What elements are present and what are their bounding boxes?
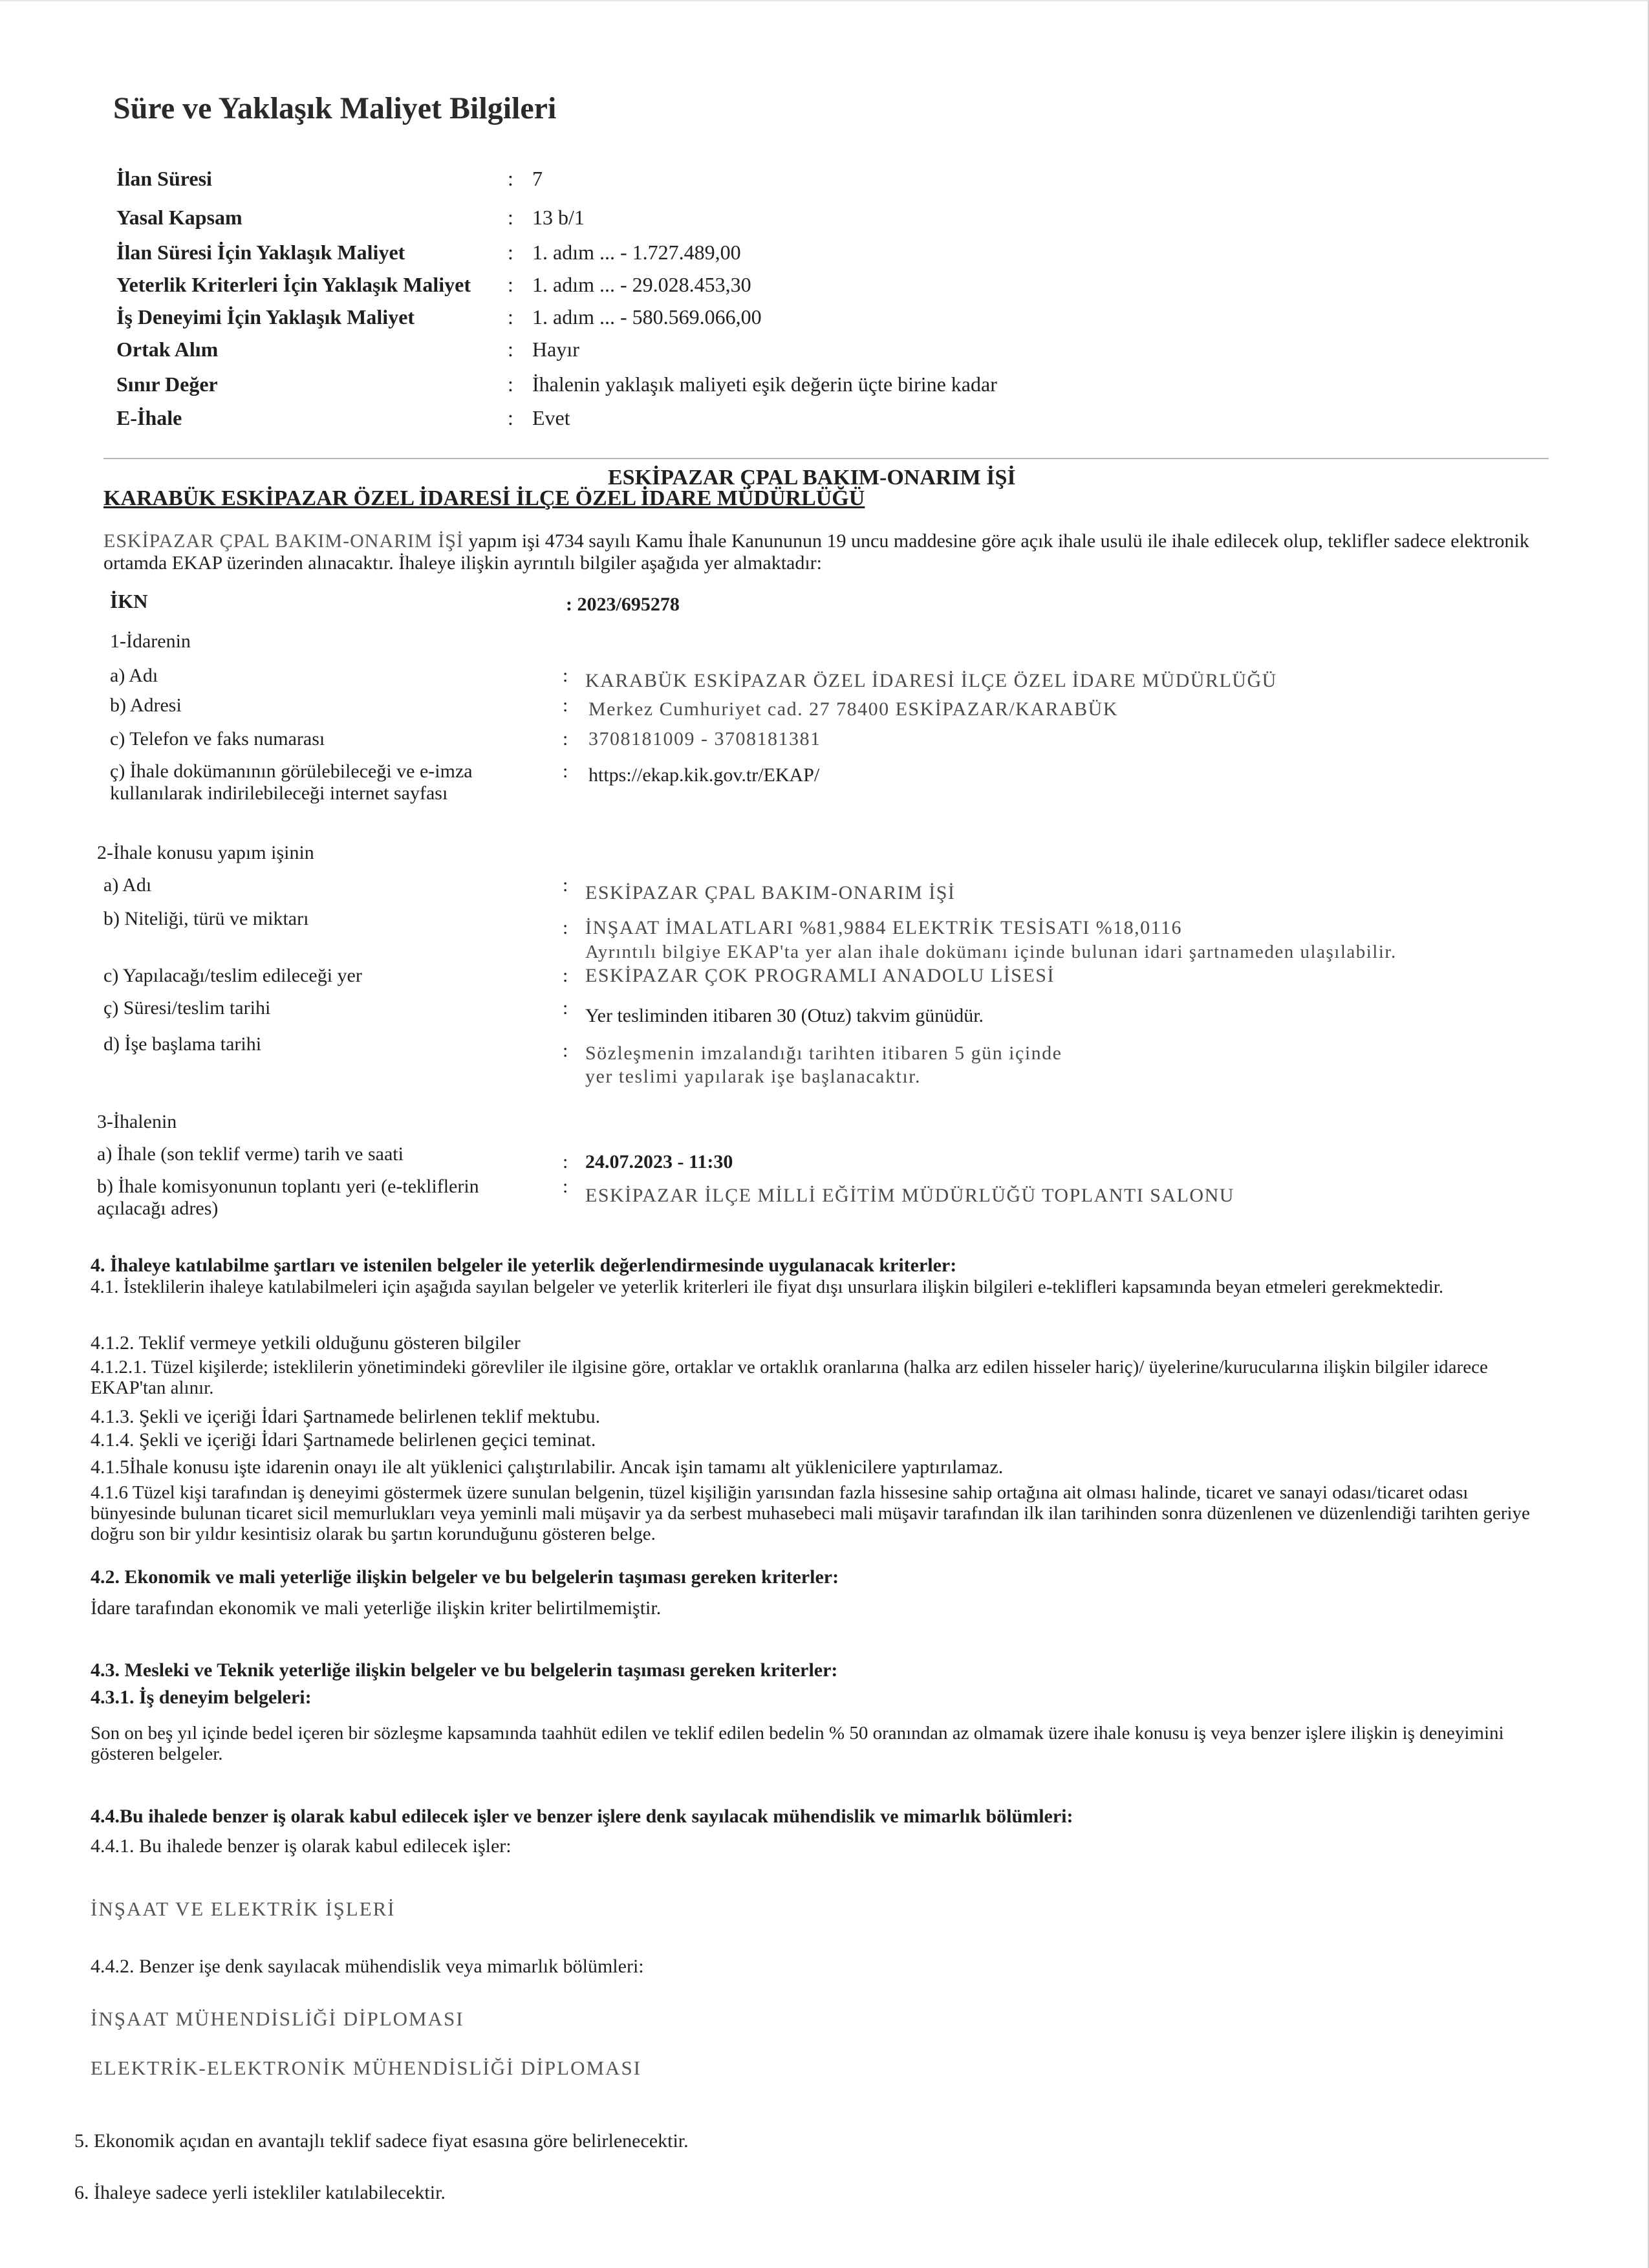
administration-title: KARABÜK ESKİPAZAR ÖZEL İDARESİ İLÇE ÖZEL İDARE MÜDÜRLÜĞÜ [103,486,865,510]
section-divider [103,458,1549,459]
department-electrical: ELEKTRİK-ELEKTRONİK MÜHENDİSLİĞİ DİPLOMASI [91,2057,642,2079]
summary-value: 13 b/1 [532,206,585,229]
section-heading: 3-İhalenin [97,1111,177,1132]
detail-label: b) İhale komisyonunun toplantı yeri (e-tekliflerin [97,1176,479,1197]
clause-4-1-5: 4.1.5İhale konusu işte idarenin onayı ile alt yüklenici çalıştırılabilir. Ancak işin tamamı alt yüklenicilere yaptırılamaz. [91,1456,1004,1478]
summary-colon: : [508,338,513,361]
detail-colon: : [563,874,568,896]
detail-label: c) Yapılacağı/teslim edileceği yer [103,965,362,986]
detail-label: a) İhale (son teklif verme) tarih ve saati [97,1143,404,1165]
section-4-heading: 4. İhaleye katılabilme şartları ve istenilen belgeler ile yeterlik değerlendirmesinde uygulanacak kriterler: [91,1255,957,1276]
summary-label: Yasal Kapsam [116,206,242,229]
detail-value: İNŞAAT İMALATLARI %81,9884 ELEKTRİK TESİSATI %18,0116 [585,917,1183,938]
summary-colon: : [508,273,513,296]
tender-datetime: 24.07.2023 - 11:30 [585,1151,733,1172]
detail-colon: : [563,917,568,938]
clause-4-1-2: 4.1.2. Teklif vermeye yetkili olduğunu gösteren bilgiler [91,1332,521,1354]
summary-colon: : [508,206,513,229]
detail-label: ç) Süresi/teslim tarihi [103,997,271,1019]
detail-value: KARABÜK ESKİPAZAR ÖZEL İDARESİ İLÇE ÖZEL İDARE MÜDÜRLÜĞÜ [585,670,1277,691]
clause-4-4-1: 4.4.1. Bu ihalede benzer iş olarak kabul edilecek işler: [91,1835,512,1857]
summary-label: İlan Süresi İçin Yaklaşık Maliyet [116,241,405,264]
detail-value: Sözleşmenin imzalandığı tarihten itibaren 5 gün içinde [585,1042,1062,1064]
summary-label: Ortak Alım [116,338,219,361]
similar-works: İNŞAAT VE ELEKTRİK İŞLERİ [91,1897,396,1920]
clause-4-1-6: 4.1.6 Tüzel kişi tarafından iş deneyimi göstermek üzere sunulan belgenin, tüzel kişiliğin yarısından fazla hissesine sahip ortağına ait olması halinde, ticaret ve sanayi odası/ticaret odası bünyesinde bulunan ticaret sicil memurlukları veya yeminli mali müşavir ya da serbest muhasebeci mali müşavir tarafından ilk ilan tarihinden sonra düzenlenen ve düzenlendiği tarihten geriye doğru son bir yıldır kesintisiz olarak bu şartın korunduğunu gösteren belge. [91,1482,1530,1544]
summary-label: Sınır Değer [116,373,218,396]
summary-value: Evet [532,406,570,429]
summary-label: İş Deneyimi İçin Yaklaşık Maliyet [116,305,415,329]
summary-colon: : [508,373,513,396]
summary-label: Yeterlik Kriterleri İçin Yaklaşık Maliyet [116,273,471,296]
detail-label: d) İşe başlama tarihi [103,1033,262,1055]
summary-value: 1. adım ... - 580.569.066,00 [532,305,762,329]
detail-label: b) Niteliği, türü ve miktarı [103,908,309,929]
section-6: 6. İhaleye sadece yerli istekliler katılabilecektir. [74,2182,446,2203]
detail-colon: : [563,695,568,716]
ekap-url: https://ekap.kik.gov.tr/EKAP/ [588,764,820,786]
detail-colon: : [563,1040,568,1061]
clause-4-3-1-text: Son on beş yıl içinde bedel içeren bir sözleşme kapsamında taahhüt edilen ve teklif edilen bedelin % 50 oranından az olmamak üzere ihale konusu iş veya benzer işlere ilişkin iş deneyimini gösteren belgeler. [91,1723,1504,1764]
page-title: Süre ve Yaklaşık Maliyet Bilgileri [113,91,557,125]
detail-value: ESKİPAZAR ÇOK PROGRAMLI ANADOLU LİSESİ [585,965,1055,986]
detail-label: a) Adı [103,874,152,896]
section-heading: 2-İhale konusu yapım işinin [97,842,314,863]
detail-value-cont: yer teslimi yapılarak işe başlanacaktır. [585,1066,921,1087]
ikn-label: İKN [110,590,148,612]
detail-colon: : [563,665,568,686]
summary-colon: : [508,305,513,329]
clause-4-3-1-heading: 4.3.1. İş deneyim belgeleri: [91,1687,312,1708]
detail-colon: : [563,1151,568,1172]
detail-value: Merkez Cumhuriyet cad. 27 78400 ESKİPAZAR/KARABÜK [588,698,1119,720]
detail-value: 3708181009 - 3708181381 [588,728,821,750]
summary-value: İhalenin yaklaşık maliyeti eşik değerin üçte birine kadar [532,373,997,396]
department-civil: İNŞAAT MÜHENDİSLİĞİ DİPLOMASI [91,2007,464,2030]
detail-colon: : [563,965,568,986]
detail-value-note: Ayrıntılı bilgiye EKAP'ta yer alan ihale dokümanı içinde bulunan idari şartnameden ulaşılabilir. [585,942,1397,962]
detail-label: c) Telefon ve faks numarası [110,728,325,750]
detail-label: b) Adresi [110,695,182,716]
detail-label: a) Adı [110,665,158,686]
intro-paragraph [103,530,1546,574]
detail-label: ç) İhale dokümanının görülebileceği ve e-imza [110,761,473,782]
summary-colon: : [508,167,513,190]
clause-4-1-4: 4.1.4. Şekli ve içeriği İdari Şartnamede belirlenen geçici teminat. [91,1429,596,1451]
detail-label-cont: açılacağı adres) [97,1198,219,1219]
ikn-value: : 2023/695278 [566,594,680,615]
detail-colon: : [563,728,568,750]
intro-work-name: ESKİPAZAR ÇPAL BAKIM-ONARIM İŞİ [103,530,464,552]
section-heading: 1-İdarenin [110,631,191,652]
clause-4-2-text: İdare tarafından ekonomik ve mali yeterliğe ilişkin kriter belirtilmemiştir. [91,1597,662,1619]
summary-colon: : [508,406,513,429]
clause-4-1-2-1: 4.1.2.1. Tüzel kişilerde; isteklilerin yönetimindeki görevliler ile ilgisine göre, ortaklar ve ortaklık oranlarına (halka arz edilen hisseler hariç)/ üyelerine/kurucularına ilişkin bilgiler idarece EKAP'tan alınır. [91,1357,1488,1398]
summary-value: Hayır [532,338,579,361]
summary-value: 1. adım ... - 1.727.489,00 [532,241,741,264]
clause-4-3-heading: 4.3. Mesleki ve Teknik yeterliğe ilişkin belgeler ve bu belgelerin taşıması gereken kriterler: [91,1659,838,1681]
clause-4-1: 4.1. İsteklilerin ihaleye katılabilmeleri için aşağıda sayılan belgeler ve yeterlik kriterleri ile fiyat dışı unsurlara ilişkin bilgileri e-teklifleri kapsamında beyan etmeleri gerekmektedir. [91,1277,1444,1297]
detail-value: ESKİPAZAR İLÇE MİLLİ EĞİTİM MÜDÜRLÜĞÜ TOPLANTI SALONU [585,1185,1234,1206]
section-5: 5. Ekonomik açıdan en avantajlı teklif sadece fiyat esasına göre belirlenecektir. [74,2130,689,2152]
work-title: ESKİPAZAR ÇPAL BAKIM-ONARIM İŞİ [608,466,1016,490]
summary-label: E-İhale [116,406,182,429]
detail-colon: : [563,997,568,1019]
detail-colon: : [563,761,568,782]
intro-text: yapım işi 4734 sayılı Kamu İhale Kanununun 19 uncu maddesine göre açık ihale usulü ile ihale edilecek olup, teklifler sadece elektronik ortamda EKAP üzerinden alınacaktır. İhaleye ilişkin ayrıntılı bilgiler aşağıda yer almaktadır: [103,530,1529,574]
summary-value: 1. adım ... - 29.028.453,30 [532,273,751,296]
clause-4-4-heading: 4.4.Bu ihalede benzer iş olarak kabul edilecek işler ve benzer işlere denk sayılacak mühendislik ve mimarlık bölümleri: [91,1806,1073,1827]
summary-colon: : [508,241,513,264]
clause-4-1-3: 4.1.3. Şekli ve içeriği İdari Şartnamede belirlenen teklif mektubu. [91,1406,601,1427]
summary-value: 7 [532,167,543,190]
clause-4-4-2: 4.4.2. Benzer işe denk sayılacak mühendislik veya mimarlık bölümleri: [91,1956,644,1977]
clause-4-2-heading: 4.2. Ekonomik ve mali yeterliğe ilişkin belgeler ve bu belgelerin taşıması gereken kriterler: [91,1566,839,1588]
detail-value: Yer tesliminden itibaren 30 (Otuz) takvim günüdür. [585,1005,984,1026]
detail-label-cont: kullanılarak indirilebileceği internet sayfası [110,783,448,804]
detail-value: ESKİPAZAR ÇPAL BAKIM-ONARIM İŞİ [585,882,956,903]
summary-label: İlan Süresi [116,167,212,190]
detail-colon: : [563,1176,568,1197]
